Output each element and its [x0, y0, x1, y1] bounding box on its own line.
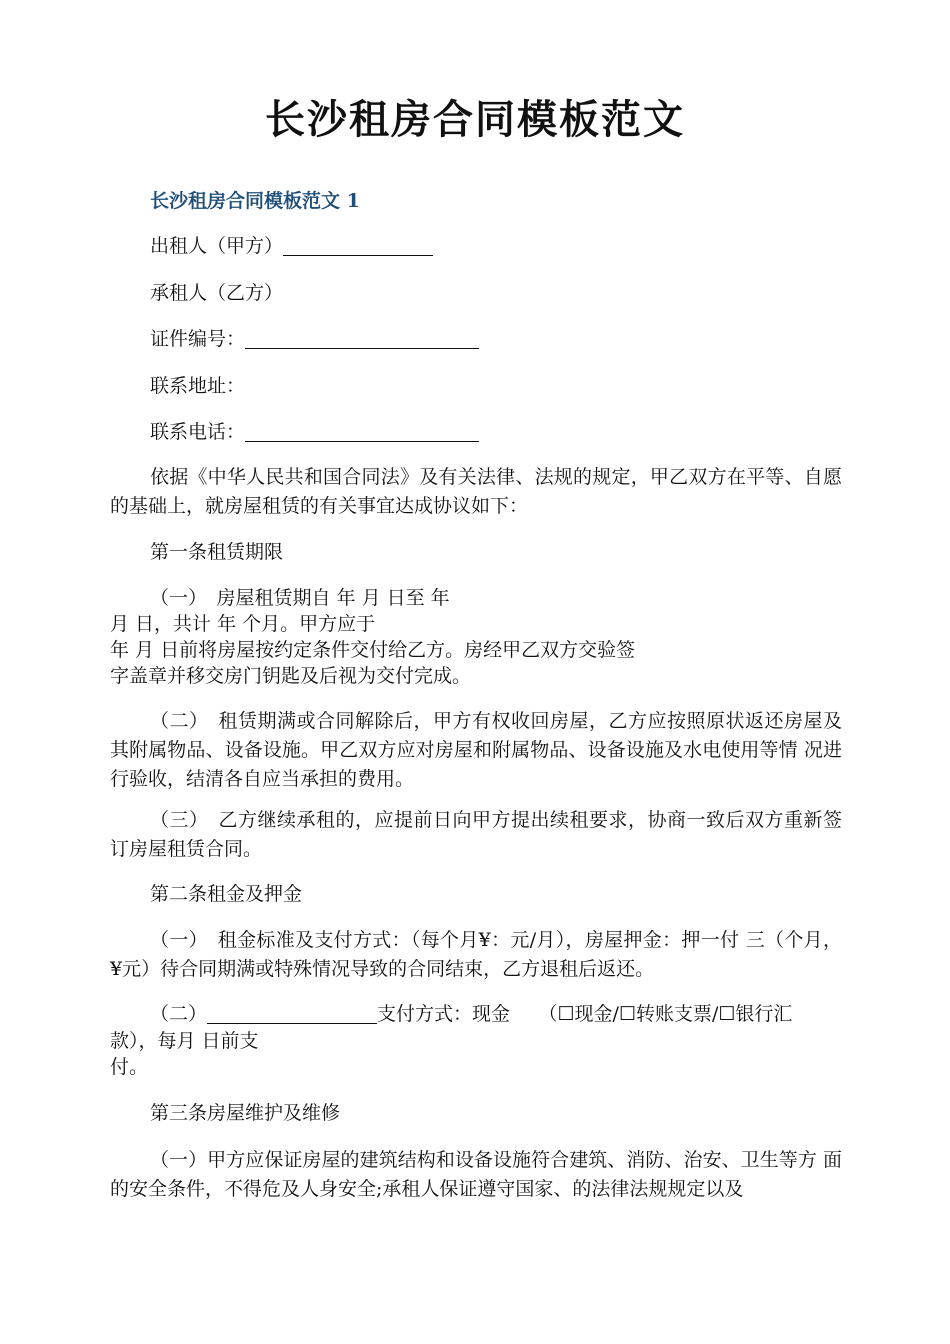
article-1-1-line-3: 年 月 日前将房屋按约定条件交付给乙方。房经甲乙双方交验签 [110, 639, 636, 661]
payment-blank [207, 1003, 377, 1024]
article-2-1-paragraph: （一） 租金标准及支付方式：（每个月¥：元/月），房屋押金：押一付 三（个月，¥元）待合同期满或特殊情况导致的合同结束，乙方退租后返还。 [110, 929, 842, 980]
article-3-title: 第三条房屋维护及维修 [150, 1102, 341, 1124]
article-1-1-line-1: （一） 房屋租赁期自 年 月 日至 年 [150, 587, 450, 609]
address-line [150, 372, 882, 401]
intro-paragraph: 依据《中华人民共和国合同法》及有关法律、法规的规定，甲乙双方在平等、自愿的基础上，就房屋租赁的有关事宜达成协议如下： [110, 466, 842, 517]
phone-label: 联系电话： [150, 421, 246, 443]
article-2-2-method: 支付方式：现金 （☐现金/☐转账支票/☐银行汇 [377, 1003, 793, 1025]
lessor-blank [283, 235, 433, 256]
article-2-title: 第二条租金及押金 [150, 883, 303, 905]
lessee-label: 承租人（乙方） [150, 282, 284, 304]
article-2-2-line-2: 款），每月 日前支 [110, 1030, 259, 1052]
lessee-line [150, 279, 882, 308]
id-number-blank [245, 328, 479, 349]
article-1-1-line-2: 月 日，共计 年 个月。甲方应于 [110, 613, 376, 635]
article-1-1-line-4: 字盖章并移交房门钥匙及后视为交付完成。 [110, 665, 472, 687]
section-heading: 长沙租房合同模板范文 1 [150, 190, 360, 212]
phone-blank [245, 421, 479, 442]
document-title: 长沙租房合同模板范文 [265, 96, 685, 143]
address-label: 联系地址： [150, 375, 246, 397]
article-1-title: 第一条租赁期限 [150, 541, 284, 563]
article-2-2-line-1 [150, 1000, 882, 1029]
article-3-1-paragraph: （一）甲方应保证房屋的建筑结构和设备设施符合建筑、消防、治安、卫生等方 面的安全条件，不得危及人身安全;承租人保证遵守国家、的法律法规规定以及 [110, 1149, 842, 1200]
article-1-2-paragraph: （二） 租赁期满或合同解除后，甲方有权收回房屋，乙方应按照原状返还房屋及 其附属物品、设备设施。甲乙双方应对房屋和附属物品、设备设施及水电使用等情 况进行验收，结清各自应当承担的费用。 [110, 710, 842, 790]
id-number-line [150, 325, 882, 354]
article-2-2-prefix: （二） [150, 1003, 208, 1025]
id-number-label: 证件编号： [150, 328, 246, 350]
article-2-2-line-3: 付。 [110, 1056, 149, 1078]
lessor-line [150, 232, 882, 261]
article-1-3-paragraph: （三） 乙方继续承租的，应提前日向甲方提出续租要求，协商一致后双方重新签 订房屋租赁合同。 [110, 809, 842, 860]
phone-line [150, 418, 882, 447]
lessor-label: 出租人（甲方） [150, 235, 284, 257]
